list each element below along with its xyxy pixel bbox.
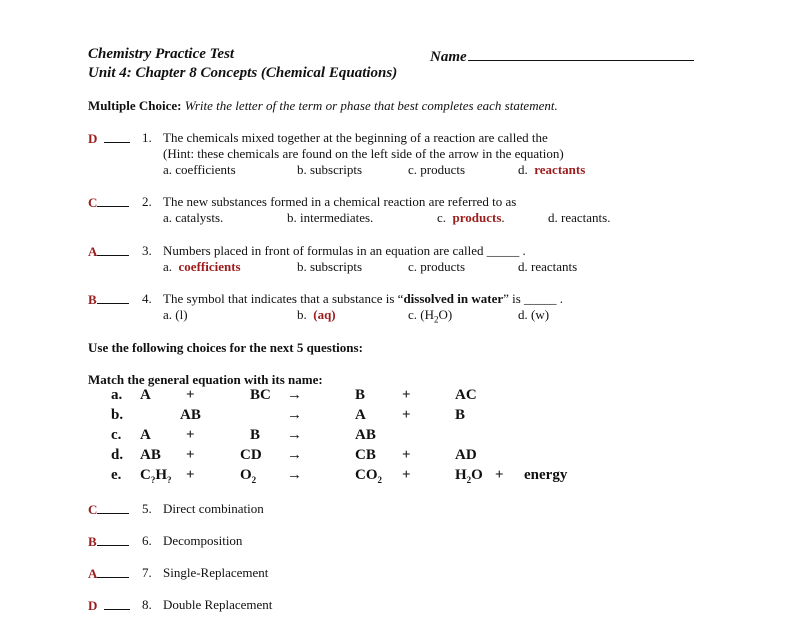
choice-text-start: c. (H — [408, 307, 434, 322]
choice-a — [163, 259, 241, 275]
question-number: 1. — [142, 130, 152, 145]
choice-c: c. products — [408, 162, 466, 177]
correct-answer-highlight: coefficients — [178, 259, 241, 274]
equation-term: AD — [455, 447, 477, 463]
term-part: O — [240, 467, 252, 483]
answer-blank-8[interactable] — [88, 597, 130, 615]
equation-term: A — [140, 387, 151, 403]
answer-letter: D — [88, 131, 98, 146]
choice-letter: b. — [297, 307, 307, 322]
subscript: 2 — [251, 475, 257, 485]
question-text-emphasis: dissolved in water — [403, 291, 504, 306]
answer-line — [97, 195, 129, 207]
choice-letter: c. — [437, 210, 447, 225]
choice-c: c. products. — [437, 210, 505, 225]
answer-letter: A — [88, 244, 98, 259]
term-part: CO — [355, 467, 378, 483]
choice-a: a. catalysts. — [163, 210, 224, 225]
choice-a: a. (l) — [163, 307, 188, 322]
equation-plus: + — [186, 427, 195, 443]
question-text: Decomposition — [163, 533, 243, 548]
equation-term: AB — [140, 447, 161, 463]
question-text: Direct combination — [163, 501, 264, 516]
choice-d: d. reactants — [518, 259, 578, 274]
mc-instruction-text: Write the letter of the term or phase that best completes each statement. — [184, 98, 558, 113]
equation-term: B — [455, 407, 466, 423]
question-text: Double Replacement — [163, 597, 273, 612]
equation-plus: + — [402, 467, 411, 483]
choice-c: c. products — [408, 259, 466, 274]
answer-letter: C — [88, 195, 98, 210]
equation-term: AB — [355, 427, 376, 443]
question-number: 5. — [142, 501, 152, 516]
equation-plus: + — [186, 387, 195, 403]
answer-blank-4[interactable] — [88, 291, 129, 309]
answer-letter: C — [88, 502, 98, 517]
question-number: 3. — [142, 243, 152, 258]
equation-term: CD — [240, 447, 262, 463]
equation-term: AC — [455, 387, 477, 403]
equation-term: B — [355, 387, 366, 403]
equation-term: CB — [355, 447, 376, 463]
answer-blank-1[interactable] — [88, 130, 130, 148]
question-text: The new substances formed in a chemical reaction are referred to as — [163, 194, 517, 209]
question-text-before: The symbol that indicates that a substance is “ — [163, 291, 404, 306]
question-number: 7. — [142, 565, 152, 580]
choice-b: b. subscripts — [297, 259, 362, 274]
name-field[interactable] — [430, 46, 694, 66]
equation-term — [240, 467, 256, 484]
correct-answer-highlight: products — [452, 210, 502, 225]
subscript: ? — [167, 475, 172, 485]
question-text-after: ” is _____ . — [503, 291, 564, 306]
choice-d: d. (w) — [518, 307, 550, 322]
equation-term — [355, 467, 382, 484]
arrow-icon: → — [287, 467, 302, 483]
answer-letter: B — [88, 534, 97, 549]
answer-line — [97, 292, 129, 304]
question-hint: (Hint: these chemicals are found on the left side of the arrow in the equation) — [163, 146, 564, 161]
equation-term: A — [140, 427, 151, 443]
choice-letter: a. — [163, 259, 173, 274]
arrow-icon: → — [287, 427, 302, 443]
equation-plus: + — [186, 447, 195, 463]
choice-letter: d. — [518, 162, 528, 177]
equation-term: A — [355, 407, 366, 423]
match-instruction-2: Match the general equation with its name: — [88, 372, 323, 387]
equation-term — [455, 467, 483, 484]
arrow-icon: → — [287, 407, 302, 423]
answer-blank-2[interactable] — [88, 194, 129, 212]
equation-plus: + — [402, 447, 411, 463]
subscript: 2 — [466, 475, 472, 485]
answer-letter: A — [88, 566, 98, 581]
equation-plus: + — [402, 407, 411, 423]
equation-plus: + — [495, 467, 504, 483]
arrow-icon: → — [287, 387, 302, 403]
equation-term: BC — [250, 387, 271, 403]
choice-b — [297, 307, 336, 323]
choice-text-end: O) — [438, 307, 453, 322]
answer-line — [97, 534, 129, 546]
match-instruction-1: Use the following choices for the next 5 questions: — [88, 340, 363, 355]
arrow-icon: → — [287, 447, 302, 463]
term-part: O — [471, 467, 483, 483]
name-blank-line — [468, 46, 694, 61]
subscript: ? — [150, 475, 156, 485]
equation-term — [140, 467, 172, 484]
answer-line — [97, 566, 129, 578]
question-text: The chemicals mixed together at the beginning of a reaction are called the — [163, 130, 548, 145]
choice-c — [408, 307, 452, 323]
question-number: 8. — [142, 597, 152, 612]
correct-answer-highlight: reactants — [534, 162, 586, 177]
choice-d: d. reactants. — [548, 210, 611, 225]
answer-letter: B — [88, 292, 97, 307]
equation-letter: d. — [111, 447, 124, 463]
equation-letter: b. — [111, 407, 124, 423]
equation-plus: + — [402, 387, 411, 403]
page-title: Chemistry Practice Test — [88, 46, 235, 62]
equation-letter: a. — [111, 387, 123, 403]
answer-line — [104, 598, 130, 610]
question-text: Numbers placed in front of formulas in an equation are called _____ . — [163, 243, 526, 258]
answer-blank-6[interactable] — [88, 533, 129, 551]
choice-b: b. subscripts — [297, 162, 362, 177]
answer-blank-7[interactable] — [88, 565, 129, 583]
term-part: H — [155, 467, 168, 483]
mc-instruction — [88, 98, 558, 114]
question-number: 4. — [142, 291, 152, 306]
equation-plus: + — [186, 467, 195, 483]
page-subtitle: Unit 4: Chapter 8 Concepts (Chemical Equations) — [88, 65, 398, 81]
answer-line — [104, 131, 130, 143]
choice-a: a. coefficients — [163, 162, 236, 177]
term-part: H — [455, 467, 467, 483]
answer-blank-5[interactable] — [88, 501, 129, 519]
question-text: Single-Replacement — [163, 565, 269, 580]
choice-d — [518, 162, 585, 178]
equation-term: energy — [524, 467, 568, 483]
equation-term: B — [250, 427, 261, 443]
question-number: 2. — [142, 194, 152, 209]
question-number: 6. — [142, 533, 152, 548]
answer-line — [97, 502, 129, 514]
choice-b: b. intermediates. — [287, 210, 374, 225]
equation-letter: c. — [111, 427, 122, 443]
equation-letter: e. — [111, 467, 122, 483]
mc-label: Multiple Choice: — [88, 98, 182, 113]
answer-letter: D — [88, 598, 98, 613]
subscript: 2 — [434, 314, 439, 325]
question-text — [163, 291, 563, 307]
correct-answer-highlight: (aq) — [313, 307, 336, 322]
term-part: C — [140, 467, 151, 483]
answer-blank-3[interactable] — [88, 243, 129, 261]
equation-term: AB — [180, 407, 201, 423]
answer-line — [97, 244, 129, 256]
name-label: Name — [430, 49, 467, 65]
subscript: 2 — [377, 475, 382, 485]
